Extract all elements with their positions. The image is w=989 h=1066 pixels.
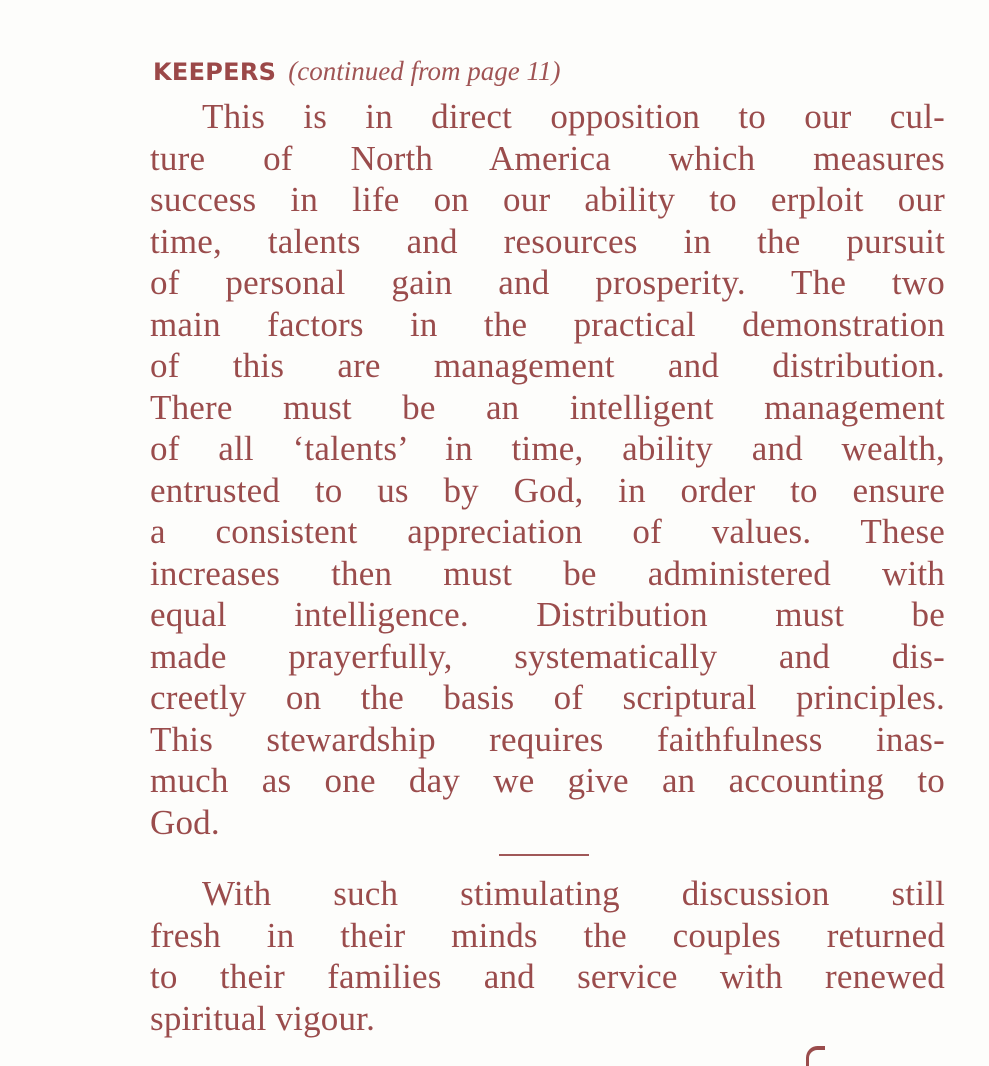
text-line: of all ‘talents’ in time, ability and wealth, [150, 429, 945, 468]
ornament-fragment [806, 1046, 825, 1066]
text-line: With such stimulating discussion still [202, 874, 945, 913]
text-line: creetly on the basis of scriptural principles. [150, 678, 945, 717]
text-line: increases then must be administered with [150, 553, 945, 593]
text-line: a consistent appreciation of values. These [150, 512, 945, 551]
paragraph-stewardship [150, 96, 945, 843]
text-line: equal intelligence. Distribution must be [150, 595, 945, 634]
text-line: made prayerfully, systematically and dis- [150, 636, 945, 676]
text-line: of personal gain and prosperity. The two [150, 263, 945, 302]
section-title: KEEPERS [153, 58, 277, 86]
text-line: success in life on our ability to erploit our [150, 180, 945, 219]
text-line: spiritual vigour. [150, 998, 376, 1038]
text-line: to their families and service with renewed [150, 957, 945, 996]
continuation-note: (continued from page 11) [288, 56, 561, 86]
text-line: This is in direct opposition to our cul- [202, 97, 945, 136]
paragraph-closing [150, 873, 945, 1039]
section-divider [499, 854, 589, 856]
text-line: There must be an intelligent management [150, 387, 945, 427]
text-line: of this are management and distribution. [150, 346, 945, 385]
text-line: ture of North America which measures [150, 138, 945, 178]
text-line: God. [150, 802, 220, 842]
text-line: This stewardship requires faithfulness inas- [150, 719, 945, 759]
text-line: entrusted to us by God, in order to ensure [150, 470, 945, 510]
text-line: main factors in the practical demonstration [150, 304, 945, 344]
text-line: time, talents and resources in the pursuit [150, 221, 945, 261]
text-line: fresh in their minds the couples returned [150, 915, 945, 955]
continuation-heading [153, 54, 560, 89]
text-line: much as one day we give an accounting to [150, 761, 945, 800]
